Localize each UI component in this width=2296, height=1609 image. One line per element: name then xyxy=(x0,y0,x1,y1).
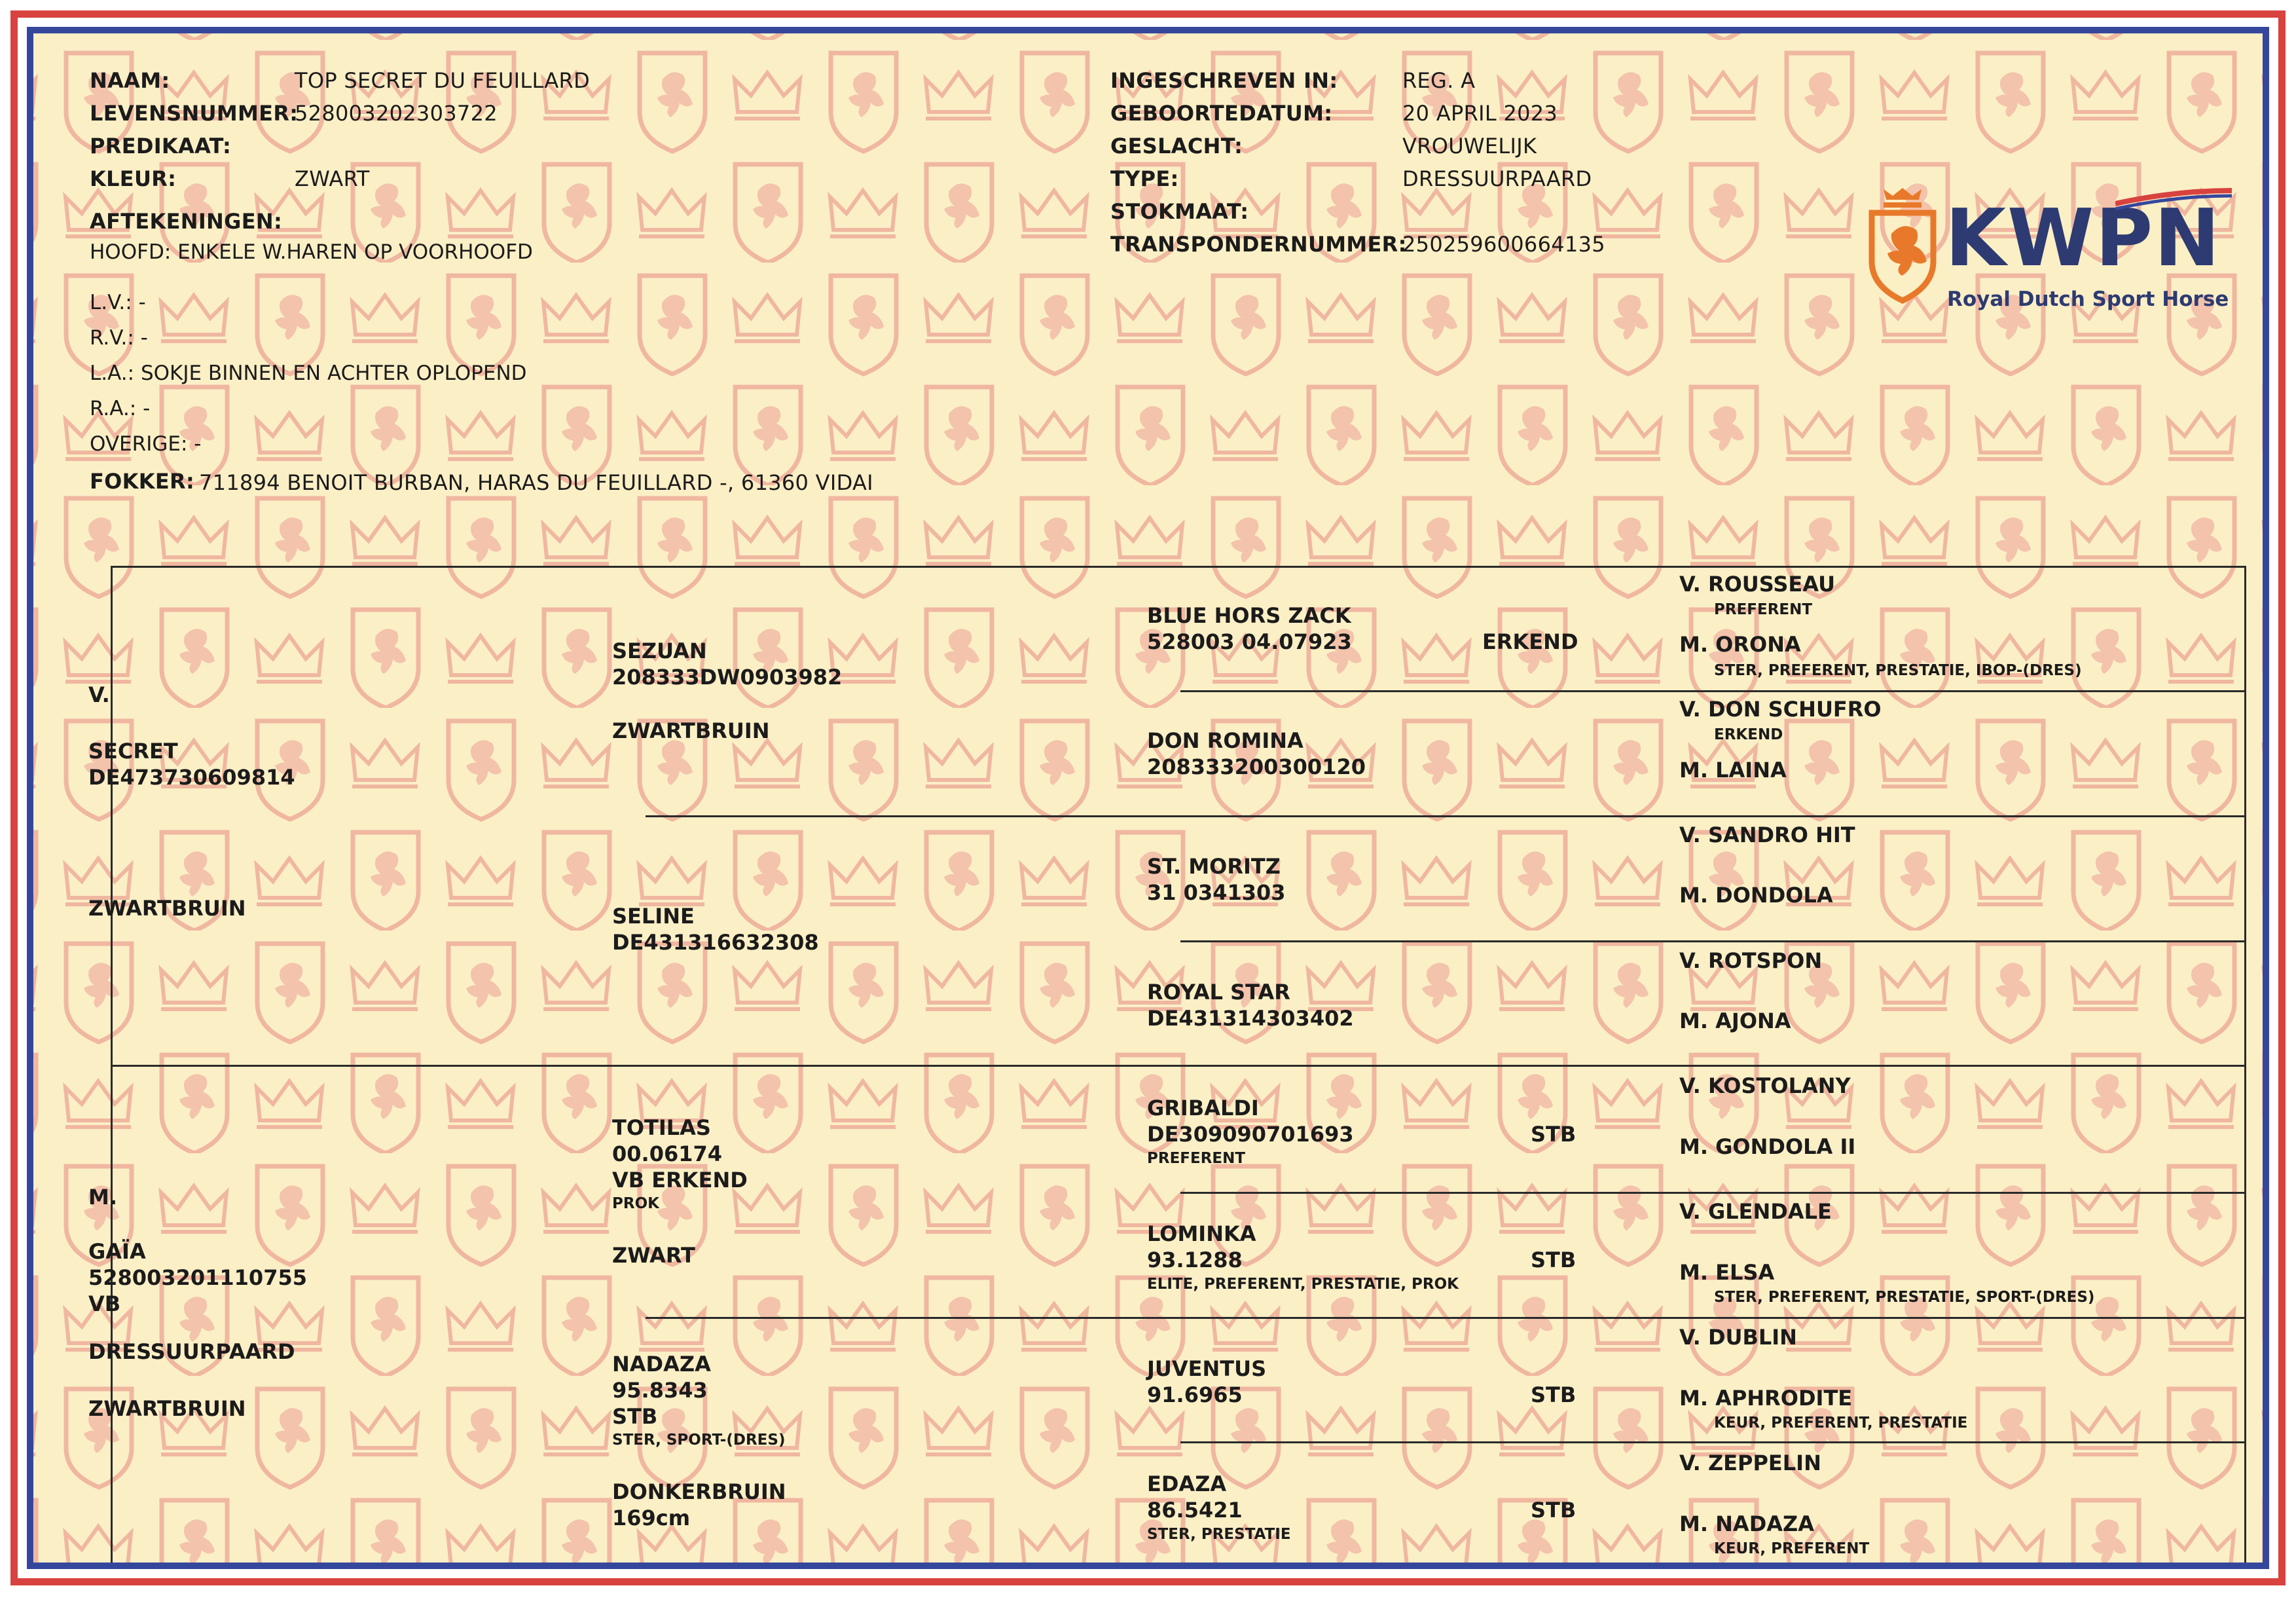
aftekening-overige: OVERIGE: - xyxy=(90,432,202,456)
gen2-totilas-name: TOTILAS xyxy=(612,1115,711,1140)
gen3-edaza-tag: STB xyxy=(1531,1498,1576,1523)
gen2-totilas-color: ZWART xyxy=(612,1243,695,1268)
gen4-dam: M. NADAZA xyxy=(1679,1511,1814,1536)
certificate-paper xyxy=(33,33,2263,1563)
gen3-don-romina-name: DON ROMINA xyxy=(1147,728,1303,753)
flag-swoosh-icon xyxy=(2115,184,2233,210)
dam-type: DRESSUURPAARD xyxy=(88,1339,295,1364)
gen4-dam: M. ORONA xyxy=(1679,632,1801,657)
gen2-nadaza-height: 169cm xyxy=(612,1506,691,1530)
gen3-royal-star-name: ROYAL STAR xyxy=(1147,980,1290,1005)
gen3-gribaldi-tag: STB xyxy=(1531,1122,1576,1147)
gen2-sezuan-color: ZWARTBRUIN xyxy=(612,718,770,743)
gen3-don-romina-number: 208333200300120 xyxy=(1147,754,1366,779)
gen3-lominka-name: LOMINKA xyxy=(1147,1221,1256,1246)
dam-name: GAÏA xyxy=(88,1239,146,1264)
gen3-lominka-tag: STB xyxy=(1531,1248,1576,1272)
gen4-sire: V. SANDRO HIT xyxy=(1679,823,1855,847)
geslacht-label: GESLACHT: xyxy=(1110,134,1243,158)
divider-gen3-2 xyxy=(1180,940,2246,942)
aftekening-la: L.A.: SOKJE BINNEN EN ACHTER OPLOPEND xyxy=(90,361,527,385)
gen2-nadaza-name: NADAZA xyxy=(612,1352,711,1377)
kleur-label: KLEUR: xyxy=(90,166,177,191)
gen2-sezuan-name: SEZUAN xyxy=(612,638,707,663)
gen3-juventus-tag: STB xyxy=(1531,1382,1576,1407)
logo-subtitle: Royal Dutch Sport Horse xyxy=(1947,287,2229,311)
gen4-dam: M. DONDOLA xyxy=(1679,883,1833,908)
gen4-sire-pred: PREFERENT xyxy=(1714,601,1813,618)
gen3-edaza-pred: STER, PRESTATIE xyxy=(1147,1526,1291,1543)
gen4-sire: V. ZEPPELIN xyxy=(1679,1451,1821,1475)
dam-number: 528003201110755 xyxy=(88,1265,307,1290)
gen3-juventus-name: JUVENTUS xyxy=(1147,1356,1267,1381)
gen2-totilas-pred: PROK xyxy=(612,1195,659,1212)
kwpn-logo xyxy=(1867,184,2233,315)
ingeschreven-label: INGESCHREVEN IN: xyxy=(1110,68,1338,93)
gen4-dam: M. GONDOLA II xyxy=(1679,1134,1856,1159)
sire-number: DE473730609814 xyxy=(88,765,295,790)
gen2-nadaza-status: STB xyxy=(612,1404,658,1429)
gen4-sire: V. ROUSSEAU xyxy=(1679,572,1836,597)
gen3-blue-hors-zack-tag: ERKEND xyxy=(1482,629,1578,654)
naam-value: TOP SECRET DU FEUILLARD xyxy=(295,68,591,93)
gen4-sire-pred: ERKEND xyxy=(1714,726,1783,743)
gen4-dam: M. ELSA xyxy=(1679,1260,1775,1285)
gen3-blue-hors-zack-name: BLUE HORS ZACK xyxy=(1147,603,1351,628)
gen4-dam: M. AJONA xyxy=(1679,1008,1791,1033)
gen3-gribaldi-pred: PREFERENT xyxy=(1147,1150,1246,1167)
pedigree-table xyxy=(111,566,2246,1563)
divider-gen2-dam xyxy=(646,1317,2246,1319)
gen2-nadaza-pred: STER, SPORT-(DRES) xyxy=(612,1432,786,1449)
sire-prefix: V. xyxy=(88,682,110,707)
fokker-label: FOKKER: xyxy=(90,469,195,494)
gen4-dam: M. LAINA xyxy=(1679,758,1787,783)
ingeschreven-value: REG. A xyxy=(1402,68,1476,93)
gen3-blue-hors-zack-number: 528003 04.07923 xyxy=(1147,629,1352,654)
gen4-sire: V. KOSTOLANY xyxy=(1679,1073,1851,1098)
gen4-dam-pred: KEUR, PREFERENT, PRESTATIE xyxy=(1714,1415,1968,1432)
transponder-value: 250259600664135 xyxy=(1402,232,1605,257)
divider-gen3-1 xyxy=(1180,690,2246,692)
type-label: TYPE: xyxy=(1110,166,1179,191)
gen4-dam-pred: STER, PREFERENT, PRESTATIE, IBOP-(DRES) xyxy=(1714,662,2082,679)
geboortedatum-value: 20 APRIL 2023 xyxy=(1402,101,1558,126)
aftekening-ra: R.A.: - xyxy=(90,397,151,420)
gen3-royal-star-number: DE431314303402 xyxy=(1147,1006,1354,1031)
gen4-dam: M. APHRODITE xyxy=(1679,1386,1853,1411)
levensnummer-value: 528003202303722 xyxy=(295,101,498,126)
divider-gen2-sire xyxy=(646,815,2246,817)
sire-name: SECRET xyxy=(88,739,178,764)
divider-sire-dam xyxy=(111,1065,2246,1067)
gen4-sire: V. ROTSPON xyxy=(1679,948,1823,973)
dam-prefix: M. xyxy=(88,1185,117,1210)
sire-color: ZWARTBRUIN xyxy=(88,896,246,921)
gen3-st-moritz-name: ST. MORITZ xyxy=(1147,854,1281,879)
type-value: DRESSUURPAARD xyxy=(1402,166,1592,191)
transponder-label: TRANSPONDERNUMMER: xyxy=(1110,232,1407,257)
gen2-sezuan-number: 208333DW0903982 xyxy=(612,665,843,690)
gen2-seline-number: DE431316632308 xyxy=(612,930,819,955)
levensnummer-label: LEVENSNUMMER: xyxy=(90,101,299,126)
aftekening-rv: R.V.: - xyxy=(90,326,148,350)
gen4-sire: V. GLENDALE xyxy=(1679,1199,1832,1224)
logo-wordmark: KWPN xyxy=(1945,193,2221,284)
geboortedatum-label: GEBOORTEDATUM: xyxy=(1110,101,1333,126)
gen3-gribaldi-number: DE309090701693 xyxy=(1147,1122,1354,1147)
gen4-dam-pred: KEUR, PREFERENT xyxy=(1714,1540,1870,1557)
gen2-seline-name: SELINE xyxy=(612,904,695,929)
aftekeningen-label: AFTEKENINGEN: xyxy=(90,209,283,234)
gen2-nadaza-number: 95.8343 xyxy=(612,1378,708,1403)
gen4-dam-pred: STER, PREFERENT, PRESTATIE, SPORT-(DRES) xyxy=(1714,1289,2095,1306)
predikaat-label: PREDIKAAT: xyxy=(90,134,232,158)
divider-gen3-4 xyxy=(1180,1441,2246,1443)
aftekening-lv: L.V.: - xyxy=(90,291,146,314)
gen3-lominka-pred: ELITE, PREFERENT, PRESTATIE, PROK xyxy=(1147,1276,1459,1293)
naam-label: NAAM: xyxy=(90,68,170,93)
gen2-totilas-number: 00.06174 xyxy=(612,1141,723,1166)
gen3-edaza-name: EDAZA xyxy=(1147,1471,1227,1496)
gen3-lominka-number: 93.1288 xyxy=(1147,1248,1243,1272)
divider-gen3-3 xyxy=(1180,1192,2246,1194)
fokker-value: 711894 BENOIT BURBAN, HARAS DU FEUILLARD -, 61360 VIDAI xyxy=(199,470,873,495)
gen2-totilas-status: VB ERKEND xyxy=(612,1168,748,1193)
gen4-sire: V. DON SCHUFRO xyxy=(1679,697,1882,722)
gen2-nadaza-color: DONKERBRUIN xyxy=(612,1479,786,1504)
geslacht-value: VROUWELIJK xyxy=(1402,134,1537,158)
aftekening-hoofd: HOOFD: ENKELE W.HAREN OP VOORHOOFD xyxy=(90,240,533,264)
dam-reg: VB xyxy=(88,1291,121,1316)
gen3-gribaldi-name: GRIBALDI xyxy=(1147,1096,1259,1120)
dam-color: ZWARTBRUIN xyxy=(88,1396,246,1421)
kleur-value: ZWART xyxy=(295,166,370,191)
gen3-edaza-number: 86.5421 xyxy=(1147,1498,1243,1523)
gen4-sire: V. DUBLIN xyxy=(1679,1325,1797,1350)
lion-shield-icon xyxy=(1867,188,1939,306)
gen3-st-moritz-number: 31 0341303 xyxy=(1147,880,1286,905)
stokmaat-label: STOKMAAT: xyxy=(1110,199,1249,224)
gen3-juventus-number: 91.6965 xyxy=(1147,1382,1243,1407)
